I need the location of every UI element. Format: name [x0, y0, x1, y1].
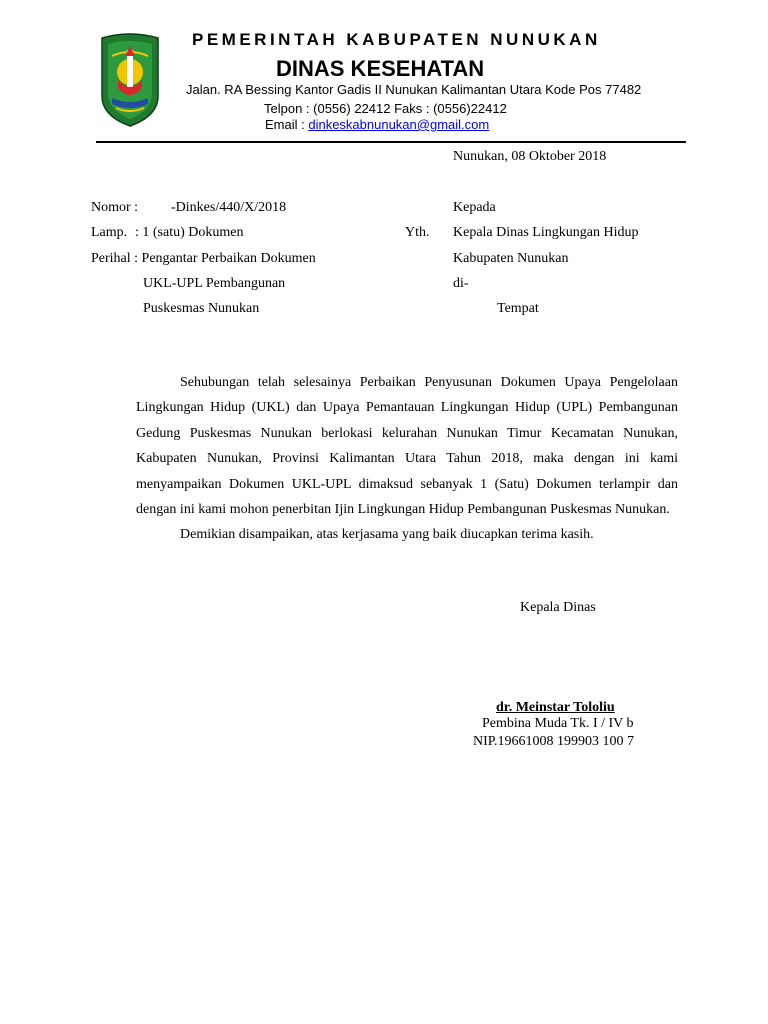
email-link[interactable]: dinkeskabnunukan@gmail.com [308, 117, 490, 132]
recipient-kepada: Kepada [453, 200, 496, 215]
email-line [265, 117, 489, 132]
signatory-rank: Pembina Muda Tk. I / IV b [482, 716, 634, 731]
letterhead-divider [96, 141, 686, 143]
body-paragraph-2: Demikian disampaikan, atas kerjasama yang baik diucapkan terima kasih. [180, 527, 594, 543]
letter-date: Nunukan, 08 Oktober 2018 [453, 149, 607, 164]
perihal-line-1: Perihal : Pengantar Perbaikan Dokumen [91, 251, 316, 266]
recipient-line-1: Kepala Dinas Lingkungan Hidup [453, 225, 639, 240]
signature-title: Kepala Dinas [520, 600, 596, 615]
signatory-name: dr. Meinstar Tololiu [496, 700, 615, 715]
phone-fax: Telpon : (0556) 22412 Faks : (0556)22412 [264, 101, 507, 116]
perihal-line-2: UKL-UPL Pembangunan [143, 276, 286, 291]
email-label: Email : [265, 117, 309, 132]
department-name: DINAS KESEHATAN [276, 56, 485, 81]
recipient-yth: Yth. [405, 225, 430, 240]
perihal-line-3: Puskesmas Nunukan [143, 301, 260, 316]
body-paragraph-1: Sehubungan telah selesainya Perbaikan Penyusunan Dokumen Upaya Pengelolaan Lingkungan Hidup (UKL) dan Upaya Pemantauan Lingkungan Hidup (UPL) Pembangunan Gedung Puskesmas Nunukan berlokasi kelurahan Nunukan Timur Kecamatan Nunukan, Kabupaten Nunukan, Provinsi Kalimantan Utara Tahun 2018, maka dengan ini kami menyampaikan Dokumen UKL-UPL dimaksud sebanyak 1 (Satu) Dokumen terlampir dan dengan ini kami mohon penerbitan Ijin Lingkungan Hidup Pembangunan Puskesmas Nunukan. [136, 375, 678, 518]
letter-body [136, 370, 678, 548]
recipient-line-3: di- [453, 276, 469, 291]
signatory-nip: NIP.19661008 199903 100 7 [473, 734, 635, 749]
organization-name: PEMERINTAH KABUPATEN NUNUKAN [192, 30, 601, 49]
recipient-line-2: Kabupaten Nunukan [453, 251, 569, 266]
nomor-value: -Dinkes/440/X/2018 [171, 200, 287, 215]
lamp-value: : 1 (satu) Dokumen [135, 225, 244, 240]
recipient-line-4: Tempat [497, 301, 539, 316]
office-address: Jalan. RA Bessing Kantor Gadis II Nunukan Kalimantan Utara Kode Pos 77482 [186, 82, 642, 97]
nomor-label: Nomor : [91, 200, 139, 215]
lamp-label: Lamp. [91, 225, 128, 240]
kabupaten-nunukan-emblem [98, 32, 162, 128]
